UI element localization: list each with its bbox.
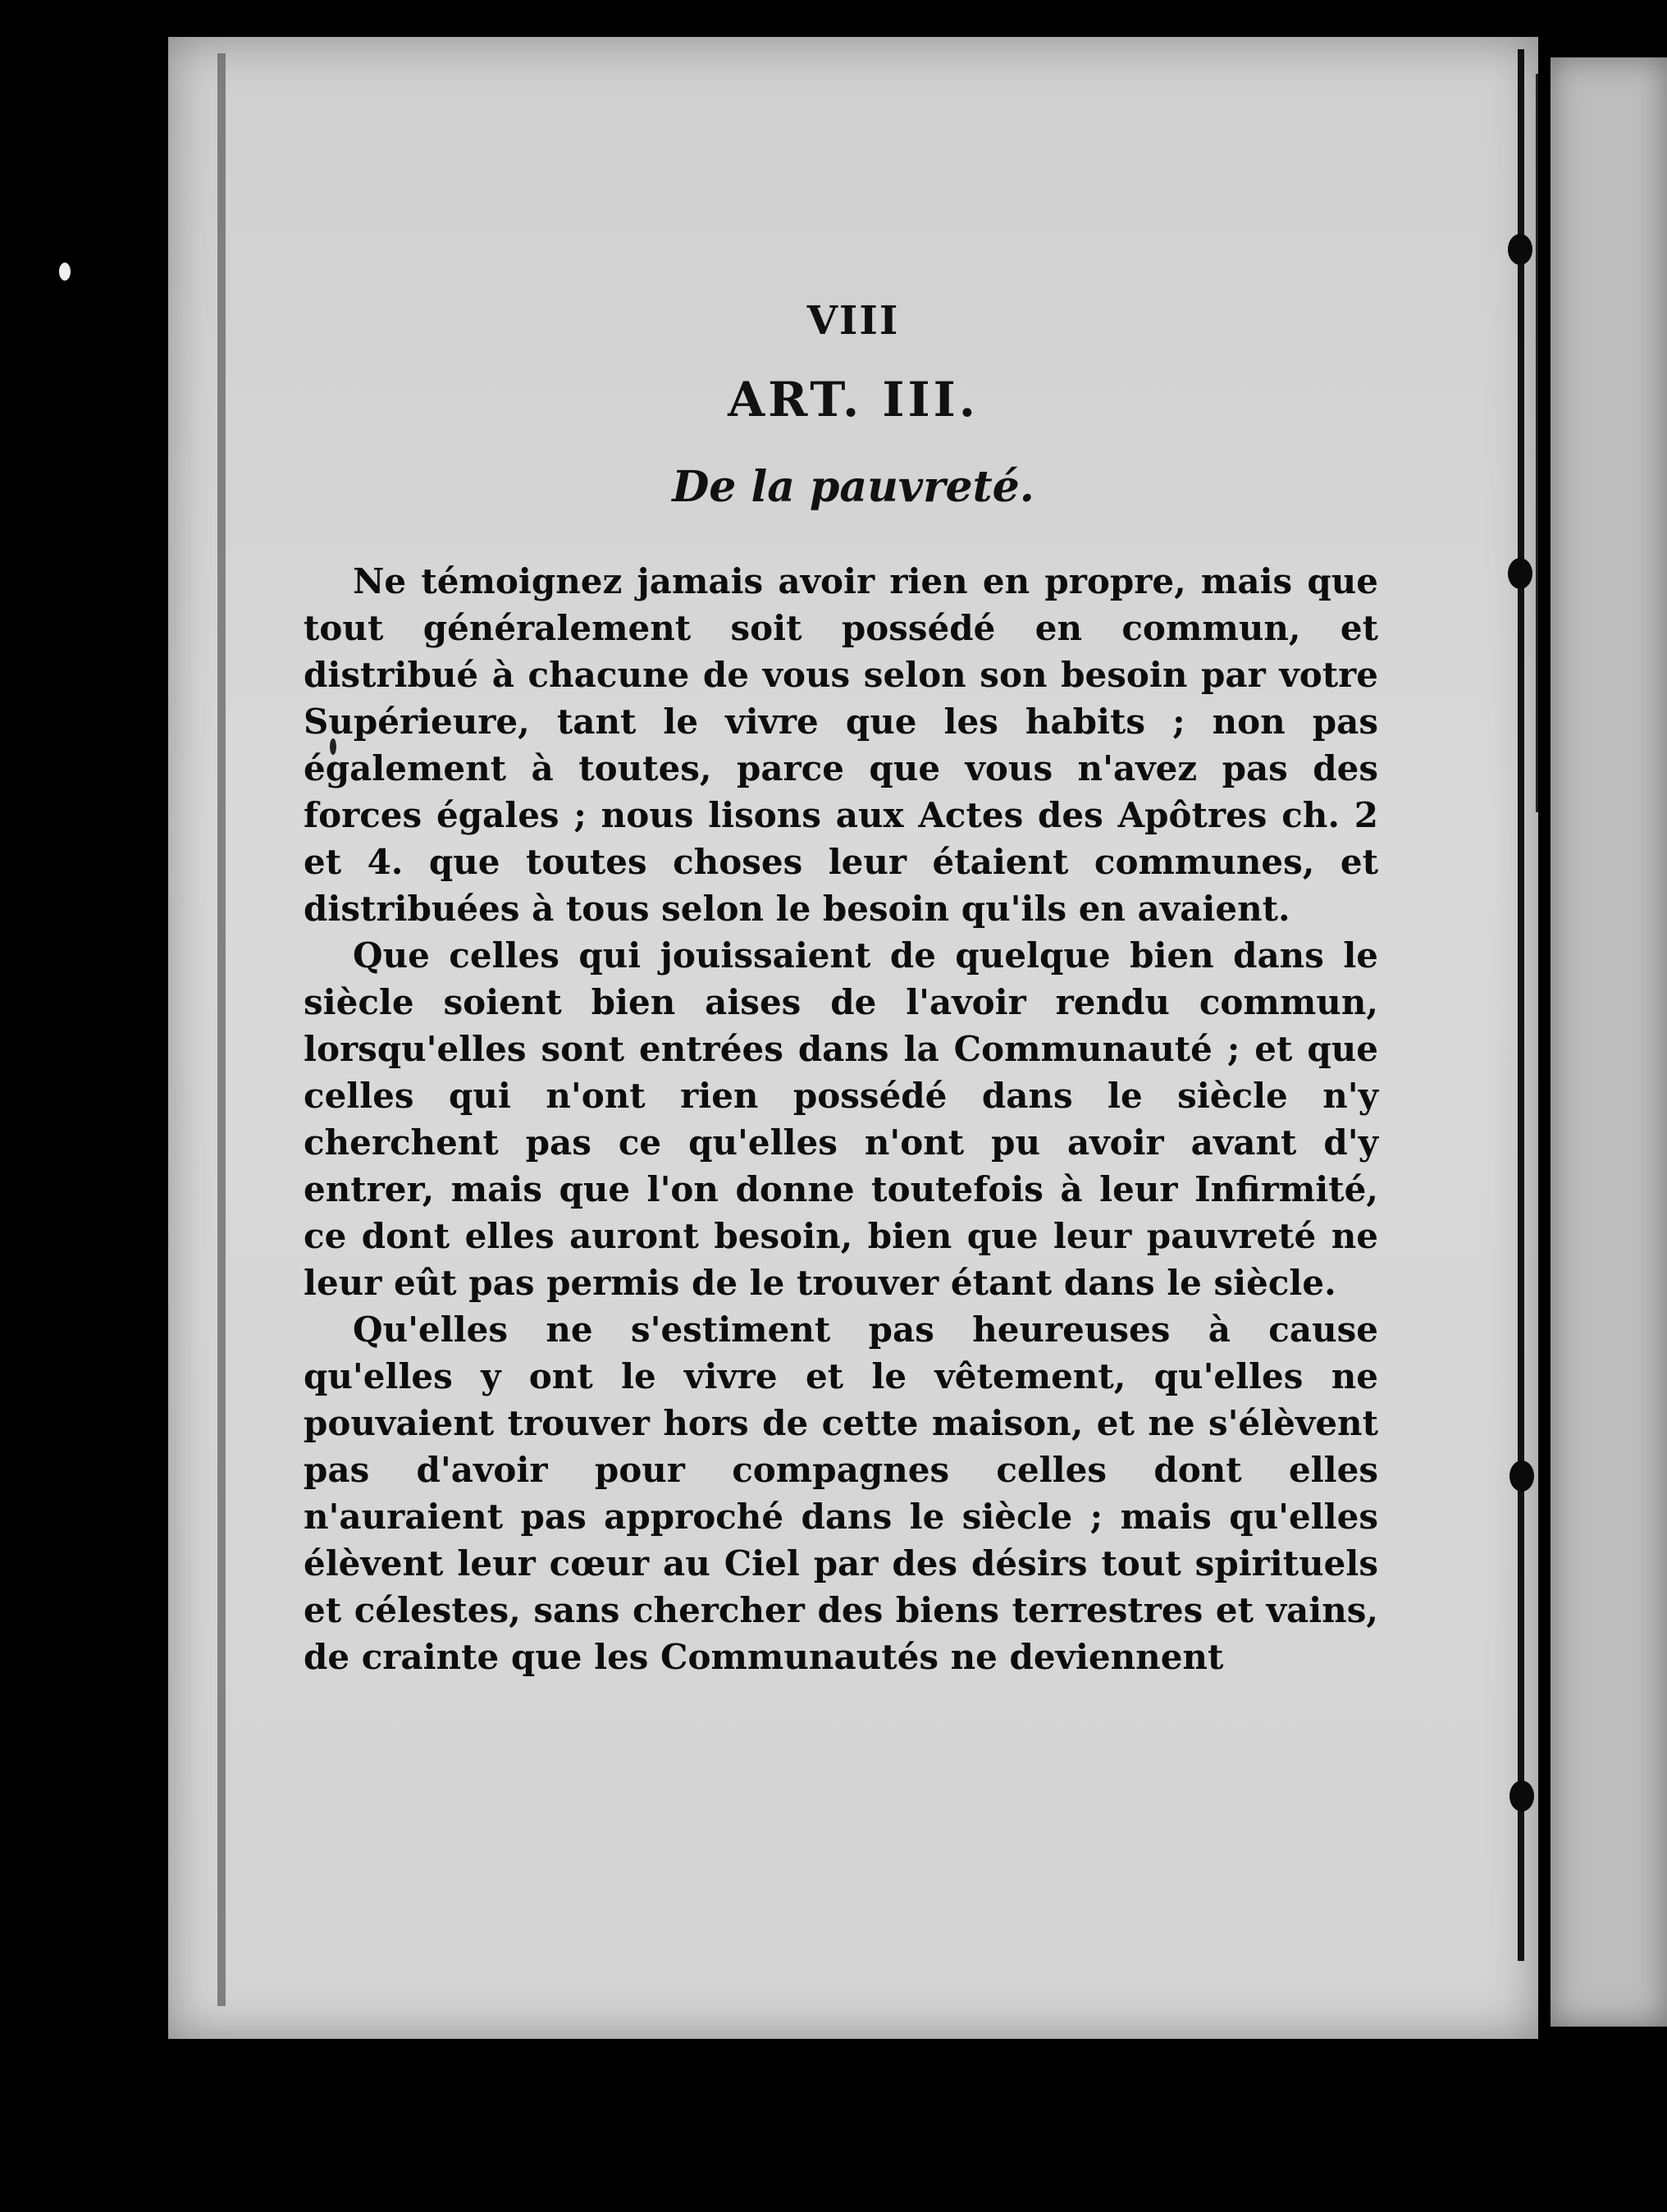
page-body	[304, 558, 1378, 1680]
binding-line-inner	[1536, 74, 1538, 812]
binding-stitch	[1508, 234, 1532, 265]
paragraph: Ne témoignez jamais avoir rien en propre, mais que tout généralement soit possédé en commun, et distribué à chacune de vous selon son besoin par votre Supérieure, tant le vivre que les habits ; non pas également à toutes, parce que vous n'avez pas des forces égales ; nous lisons aux Actes des Apôtres ch. 2 et 4. que toutes choses leur étaient communes, et distribuées à tous selon le besoin qu'ils en avaient.	[304, 561, 1378, 929]
running-head: VIII	[806, 298, 900, 344]
binding-stitch	[1508, 558, 1532, 589]
binding-line	[1518, 49, 1524, 1961]
paragraph: Qu'elles ne s'estiment pas heureuses à cause qu'elles y ont le vivre et le vêtement, qu'elles ne pouvaient trouver hors de cette maison, et ne s'élèvent pas d'avoir pour compagnes celles dont elles n'auraient pas approché dans le siècle ; mais qu'elles élèvent leur cœur au Ciel par des désirs tout spirituels et célestes, sans chercher des biens terrestres et vains, de crainte que les Communautés ne deviennent	[304, 1309, 1378, 1677]
scan-speck	[59, 263, 71, 281]
section-title: De la pauvreté.	[672, 462, 1034, 512]
binding-stitch	[1509, 1460, 1534, 1492]
binding-stitch	[1509, 1780, 1534, 1812]
paragraph: Que celles qui jouissaient de quelque bien dans le siècle soient bien aises de l'avoir rendu commun, lorsqu'elles sont entrées dans la Communauté ; et que celles qui n'ont rien possédé dans le siècle n'y cherchent pas ce qu'elles n'ont pu avoir avant d'y entrer, mais que l'on donne toutefois à leur Infirmité, ce dont elles auront besoin, bien que leur pauvreté ne leur eût pas permis de le trouver étant dans le siècle.	[304, 935, 1378, 1303]
article-title: ART. III.	[728, 372, 979, 427]
facing-page-edge	[1551, 57, 1667, 2027]
